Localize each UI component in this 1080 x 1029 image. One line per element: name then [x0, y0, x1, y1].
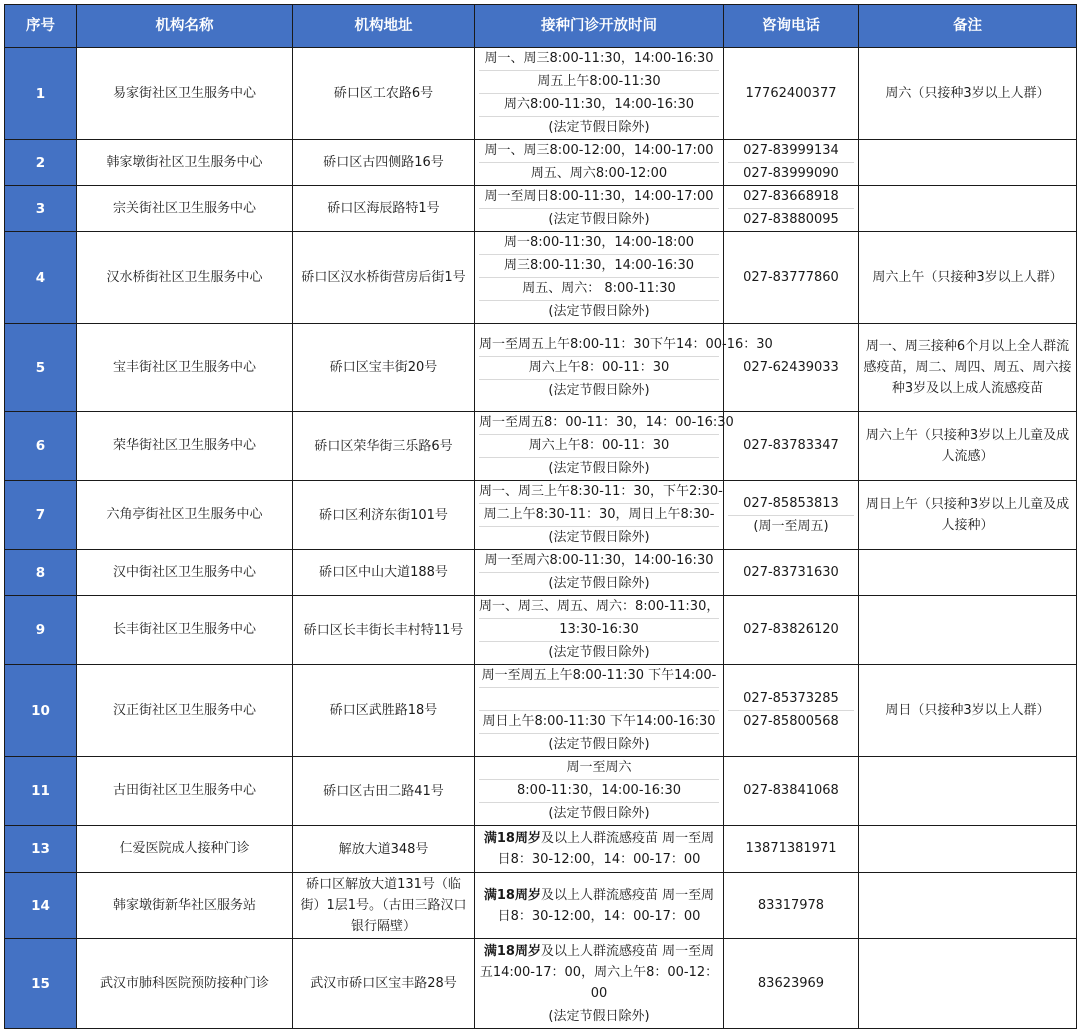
header-address: 机构地址	[293, 5, 475, 48]
phone-number: 027-62439033	[743, 359, 839, 375]
opening-hours	[475, 140, 724, 186]
hours-line: 周一至周六	[479, 757, 719, 780]
remark	[859, 140, 1077, 186]
phone-cell	[724, 186, 859, 232]
org-address: 硚口区长丰街长丰村特11号	[293, 596, 475, 665]
table-row	[5, 412, 1077, 481]
opening-hours	[475, 412, 734, 481]
header-name: 机构名称	[77, 5, 293, 48]
remark	[859, 550, 1077, 596]
opening-hours	[475, 596, 724, 665]
hours-line: (法定节假日除外)	[548, 461, 650, 476]
org-address: 硚口区古田二路41号	[293, 757, 475, 826]
row-number: 1	[5, 48, 77, 140]
phone-cell	[724, 665, 859, 757]
table-row	[5, 48, 1077, 140]
phone-number: 027-83999134	[728, 140, 854, 163]
phone-number: 027-83731630	[743, 564, 839, 580]
hours-bold-prefix: 满18周岁	[483, 831, 541, 846]
phone-cell	[724, 48, 859, 140]
opening-hours	[475, 757, 724, 826]
table-row	[5, 232, 1077, 324]
table-row	[5, 826, 1077, 873]
org-address: 硚口区解放大道131号（临街）1层1号。（古田三路汉口银行隔壁）	[293, 873, 475, 939]
hours-line: (法定节假日除外)	[548, 212, 650, 227]
clinic-table	[4, 4, 1077, 1029]
row-number: 7	[5, 481, 77, 550]
org-name: 六角亭街社区卫生服务中心	[77, 481, 293, 550]
hours-line: (法定节假日除外)	[548, 304, 650, 319]
remark	[859, 873, 1077, 939]
org-address: 硚口区荣华街三乐路6号	[293, 412, 475, 481]
hours-line: 周五、周六： 8:00-11:30	[479, 278, 719, 301]
opening-hours	[475, 873, 724, 939]
row-number: 9	[5, 596, 77, 665]
remark	[859, 186, 1077, 232]
org-name: 长丰街社区卫生服务中心	[77, 596, 293, 665]
table-body	[5, 48, 1077, 1029]
org-address: 硚口区宝丰街20号	[293, 324, 475, 412]
phone-number: 027-83668918	[728, 186, 854, 209]
hours-line: (法定节假日除外)	[548, 645, 650, 660]
opening-hours	[475, 481, 724, 550]
hours-line: 周一、周三上午8:30-11：30，下午2:30-	[479, 481, 719, 504]
phone-cell	[724, 550, 859, 596]
hours-line: 周五上午8:00-11:30	[479, 71, 719, 94]
hours-line: 周一、周三、周五、周六：8:00-11:30，	[479, 596, 719, 619]
hours-detail: 及以上人群流感疫苗 周一至周五14:00-17：00，周六上午8：00-12：00	[479, 944, 719, 1001]
org-address: 硚口区古四侧路16号	[293, 140, 475, 186]
phone-number: 13871381971	[745, 841, 837, 856]
hours-detail: 及以上人群流感疫苗 周一至周日8：30-12:00，14：00-17：00	[497, 831, 715, 867]
hours-line: (法定节假日除外)	[548, 382, 650, 398]
phone-cell	[724, 232, 859, 324]
hours-line: 周日上午8:00-11:30 下午14:00-16:30	[479, 711, 719, 734]
org-name: 宝丰街社区卫生服务中心	[77, 324, 293, 412]
table-row	[5, 665, 1077, 757]
org-address: 解放大道348号	[293, 826, 475, 873]
hours-line: 周一至周日8:00-11:30，14:00-17:00	[479, 186, 719, 209]
hours-detail: 及以上人群流感疫苗 周一至周日8：30-12:00，14：00-17：00	[497, 887, 715, 924]
remark	[859, 757, 1077, 826]
hours-text	[479, 883, 719, 929]
phone-cell	[724, 939, 859, 1029]
hours-line: 周六上午8：00-11：30	[479, 435, 719, 458]
remark	[859, 596, 1077, 665]
phone-number: 83623969	[757, 975, 825, 991]
phone-cell	[724, 596, 859, 665]
hours-line: (法定节假日除外)	[548, 576, 650, 591]
opening-hours	[475, 48, 724, 140]
phone-cell	[724, 826, 859, 873]
hours-line: 周六上午8：00-11：30	[479, 357, 719, 380]
phone-number: (周一至周五)	[753, 518, 829, 534]
table-row	[5, 186, 1077, 232]
hours-line: 周一、周三8:00-12:00，14:00-17:00	[479, 140, 719, 163]
opening-hours	[475, 232, 724, 324]
org-name: 汉水桥街社区卫生服务中心	[77, 232, 293, 324]
hours-line: 周二上午8:30-11：30，周日上午8:30-	[479, 504, 719, 527]
phone-cell	[724, 481, 859, 550]
org-name: 荣华街社区卫生服务中心	[77, 412, 293, 481]
header-phone: 咨询电话	[724, 5, 859, 48]
row-number: 3	[5, 186, 77, 232]
hours-line: 周一至周五上午8:00-11：30下午14：00-16：30	[479, 334, 719, 357]
table-row	[5, 873, 1077, 939]
row-number: 15	[5, 939, 77, 1029]
org-name: 仁爱医院成人接种门诊	[77, 826, 293, 873]
table-row	[5, 550, 1077, 596]
remark	[859, 939, 1077, 1029]
hours-line	[479, 688, 719, 711]
row-number: 4	[5, 232, 77, 324]
phone-number: 027-83880095	[743, 212, 839, 227]
hours-line: 周三8:00-11:30，14:00-16:30	[479, 255, 719, 278]
opening-hours	[475, 324, 773, 412]
phone-number: 027-83783347	[743, 438, 839, 453]
table-row	[5, 481, 1077, 550]
org-name: 汉正街社区卫生服务中心	[77, 665, 293, 757]
hours-line: 周一、周三8:00-11:30，14:00-16:30	[479, 48, 719, 71]
row-number: 6	[5, 412, 77, 481]
hours-line: 周一8:00-11:30，14:00-18:00	[479, 232, 719, 255]
hours-line: 周一至周五上午8:00-11:30 下午14:00-	[479, 665, 719, 688]
remark: 周日上午（只接种3岁以上儿童及成人接种）	[859, 481, 1077, 550]
remark: 周六上午（只接种3岁以上儿童及成人流感）	[859, 412, 1077, 481]
phone-number: 027-85800568	[743, 714, 839, 729]
header-row	[5, 5, 1077, 48]
phone-number: 027-85373285	[728, 688, 854, 711]
hours-line: (法定节假日除外)	[548, 1009, 650, 1024]
table-row	[5, 324, 1077, 412]
row-number: 2	[5, 140, 77, 186]
table-row	[5, 140, 1077, 186]
phone-number: 027-83826120	[743, 622, 839, 637]
table-row	[5, 757, 1077, 826]
row-number: 11	[5, 757, 77, 826]
org-name: 宗关街社区卫生服务中心	[77, 186, 293, 232]
org-name: 韩家墩街新华社区服务站	[77, 873, 293, 939]
phone-cell	[724, 140, 859, 186]
hours-line: (法定节假日除外)	[548, 530, 650, 545]
org-name: 汉中街社区卫生服务中心	[77, 550, 293, 596]
hours-text	[479, 939, 719, 1006]
phone-number: 17762400377	[745, 85, 837, 101]
opening-hours	[475, 939, 724, 1029]
org-address: 硚口区海辰路特1号	[293, 186, 475, 232]
table-row	[5, 596, 1077, 665]
remark: 周六上午（只接种3岁以上人群）	[859, 232, 1077, 324]
hours-line: 周五、周六8:00-12:00	[530, 166, 668, 181]
hours-line: 13:30-16:30	[479, 619, 719, 642]
phone-number: 83317978	[757, 897, 825, 913]
org-address: 硚口区汉水桥街营房后街1号	[293, 232, 475, 324]
hours-text	[479, 826, 719, 872]
remark	[859, 826, 1077, 873]
opening-hours	[475, 826, 724, 873]
org-name: 古田街社区卫生服务中心	[77, 757, 293, 826]
hours-bold-prefix: 满18周岁	[483, 887, 541, 903]
opening-hours	[475, 186, 724, 232]
table-row	[5, 939, 1077, 1029]
org-name: 武汉市肺科医院预防接种门诊	[77, 939, 293, 1029]
org-address: 硚口区中山大道188号	[293, 550, 475, 596]
row-number: 14	[5, 873, 77, 939]
row-number: 13	[5, 826, 77, 873]
hours-line: 周一至周五8：00-11：30，14：00-16:30	[479, 412, 719, 435]
hours-line: (法定节假日除外)	[548, 806, 650, 821]
remark: 周一、周三接种6个月以上全人群流感疫苗，周二、周四、周五、周六接种3岁及以上成人流感疫苗	[859, 324, 1077, 412]
remark: 周日（只接种3岁以上人群）	[859, 665, 1077, 757]
hours-line: 8:00-11:30，14:00-16:30	[479, 780, 719, 803]
header-hours: 接种门诊开放时间	[475, 5, 724, 48]
hours-line: (法定节假日除外)	[548, 737, 650, 752]
phone-cell	[724, 412, 859, 481]
phone-number: 027-83999090	[743, 166, 839, 181]
opening-hours	[475, 665, 724, 757]
org-name: 韩家墩街社区卫生服务中心	[77, 140, 293, 186]
row-number: 8	[5, 550, 77, 596]
row-number: 10	[5, 665, 77, 757]
org-name: 易家街社区卫生服务中心	[77, 48, 293, 140]
phone-cell	[724, 757, 859, 826]
phone-number: 027-85853813	[728, 493, 854, 516]
hours-line: 周六8:00-11:30，14:00-16:30	[479, 94, 719, 117]
phone-cell	[724, 873, 859, 939]
hours-bold-prefix: 满18周岁	[483, 944, 541, 959]
hours-line: (法定节假日除外)	[548, 120, 650, 135]
phone-number: 027-83777860	[743, 269, 839, 285]
row-number: 5	[5, 324, 77, 412]
org-address: 武汉市硚口区宝丰路28号	[293, 939, 475, 1029]
org-address: 硚口区利济东街101号	[293, 481, 475, 550]
hours-line: 周一至周六8:00-11:30，14:00-16:30	[479, 550, 719, 573]
opening-hours	[475, 550, 724, 596]
org-address: 硚口区工农路6号	[293, 48, 475, 140]
header-note: 备注	[859, 5, 1077, 48]
header-no: 序号	[5, 5, 77, 48]
remark: 周六（只接种3岁以上人群）	[859, 48, 1077, 140]
phone-number: 027-83841068	[743, 783, 839, 798]
org-address: 硚口区武胜路18号	[293, 665, 475, 757]
